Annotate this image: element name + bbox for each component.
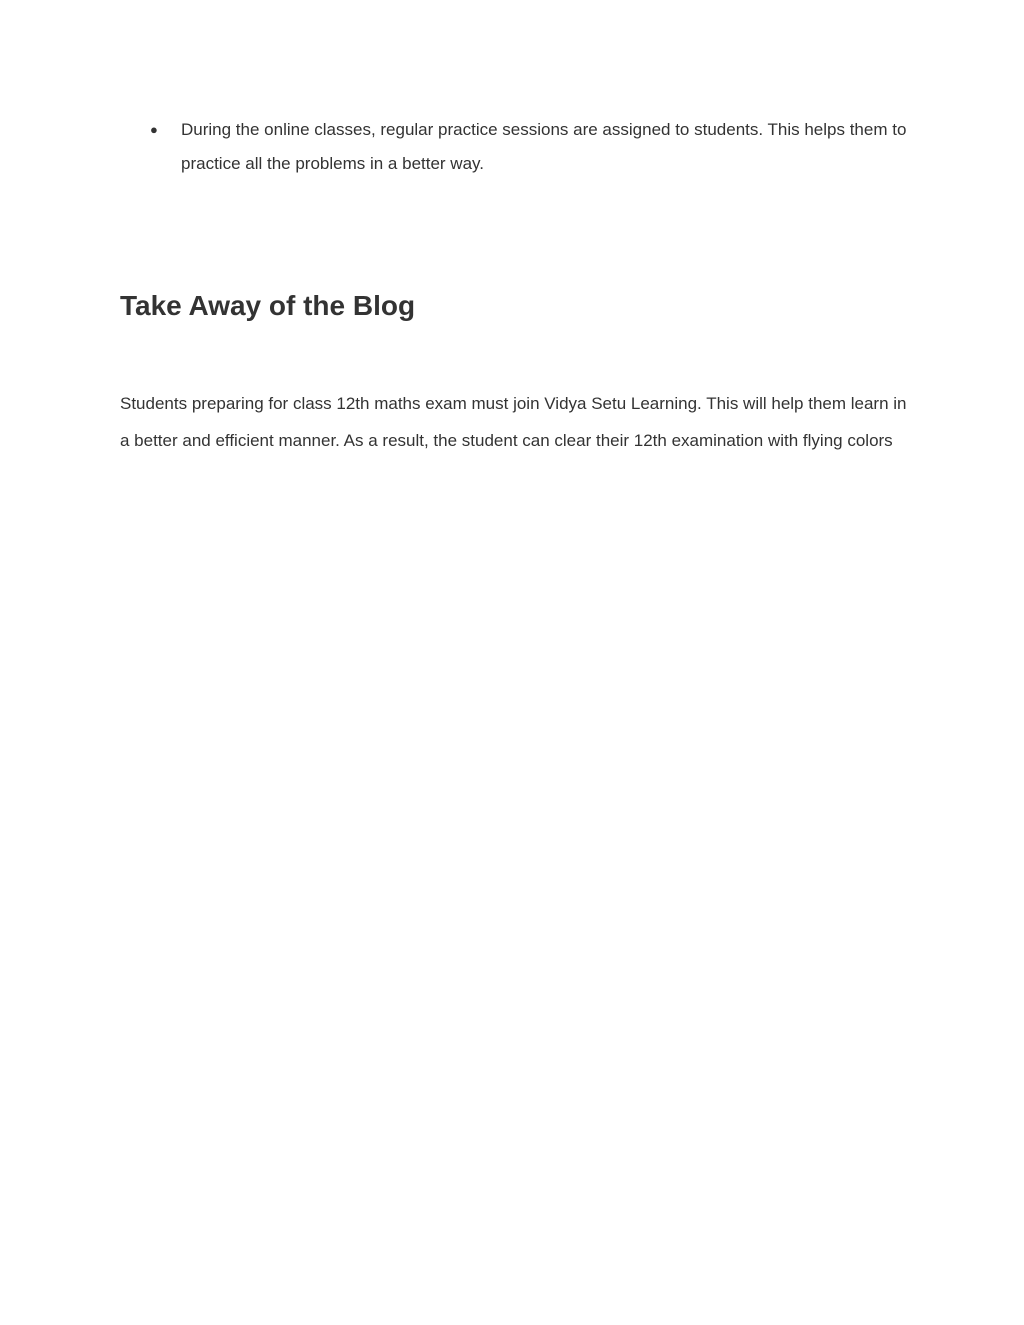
- bullet-item: [120, 113, 910, 181]
- bullet-text: During the online classes, regular practice sessions are assigned to students. This helps them to practice all the problems in a better way.: [181, 120, 907, 173]
- section-heading: Take Away of the Blog: [120, 290, 416, 321]
- bullet-marker: ●: [150, 122, 158, 137]
- bullet-list: [120, 113, 910, 181]
- section-paragraph: Students preparing for class 12th maths exam must join Vidya Setu Learning. This will help them learn in a better and efficient manner. As a result, the student can clear their 12th examination with flying colors: [120, 394, 907, 450]
